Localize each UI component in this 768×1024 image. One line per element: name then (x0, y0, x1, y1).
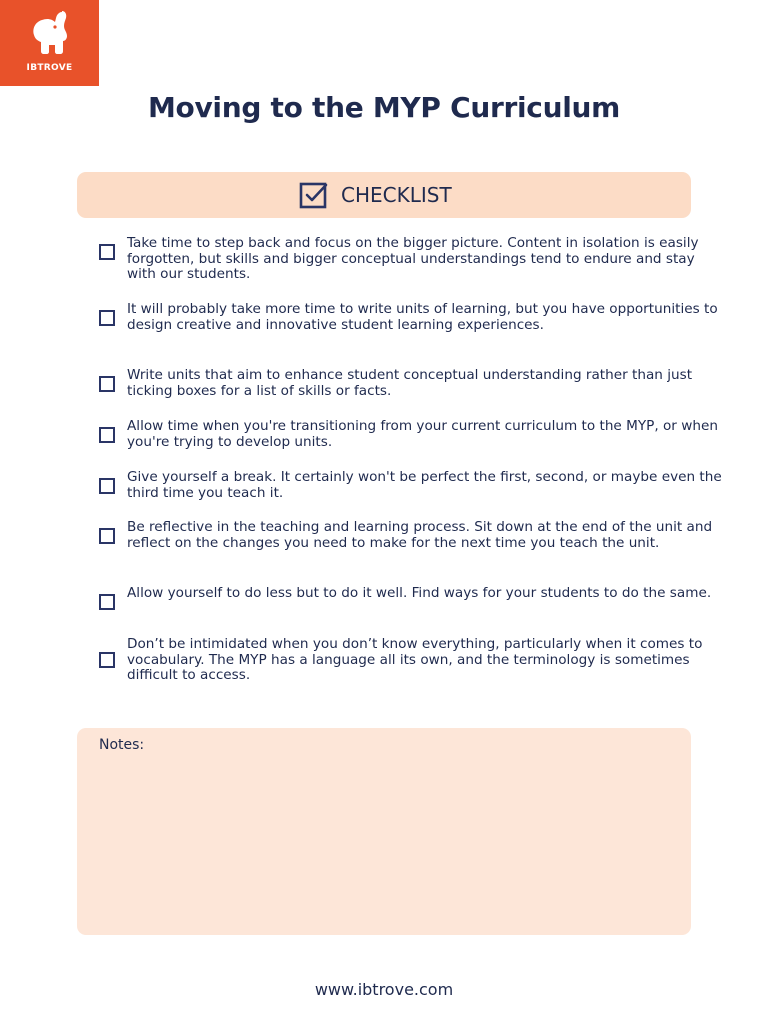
checkbox[interactable] (99, 478, 115, 494)
notes-label: Notes: (99, 737, 145, 753)
checklist-item-text: Write units that aim to enhance student conceptual understanding rather than just ticking boxes for a list of skills or facts. (127, 367, 693, 399)
checklist-item-text: Give yourself a break. It certainly won't be perfect the first, second, or maybe even the third time you teach it. (127, 469, 722, 501)
checklist-heading: CHECKLIST (341, 183, 452, 207)
page-title: Moving to the MYP Curriculum (147, 91, 621, 124)
checkbox-checked-icon (299, 181, 329, 209)
elephant-icon (28, 9, 72, 61)
checklist-item-text: Take time to step back and focus on the bigger picture. Content in isolation is easily forgotten, but skills and bigger conceptual understandings tend to endure and stay with our students. (127, 235, 699, 283)
checkbox[interactable] (99, 427, 115, 443)
checklist-item-text: Allow yourself to do less but to do it well. Find ways for your students to do the same. (127, 585, 712, 601)
checkbox[interactable] (99, 652, 115, 668)
checkbox[interactable] (99, 528, 115, 544)
footer-url[interactable]: www.ibtrove.com (314, 980, 454, 999)
checklist-item-text: Don’t be intimidated when you don’t know everything, particularly when it comes to vocabulary. The MYP has a language all its own, and the terminology is sometimes difficult to access. (127, 636, 703, 684)
checklist-item-text: Be reflective in the teaching and learning process. Sit down at the end of the unit and reflect on the changes you need to make for the next time you teach the unit. (127, 519, 713, 551)
checkbox[interactable] (99, 376, 115, 392)
notes-area[interactable] (77, 728, 691, 935)
checklist-header (77, 172, 691, 218)
checklist-item-text: Allow time when you're transitioning from your current curriculum to the MYP, or when you're trying to develop units. (127, 418, 718, 450)
checkbox[interactable] (99, 594, 115, 610)
checklist-item-text: It will probably take more time to write units of learning, but you have opportunities to design creative and innovative student learning experiences. (127, 301, 718, 333)
brand-name: IBTROVE (26, 63, 73, 73)
brand-logo[interactable] (0, 0, 99, 86)
checkbox[interactable] (99, 310, 115, 326)
checkbox[interactable] (99, 244, 115, 260)
